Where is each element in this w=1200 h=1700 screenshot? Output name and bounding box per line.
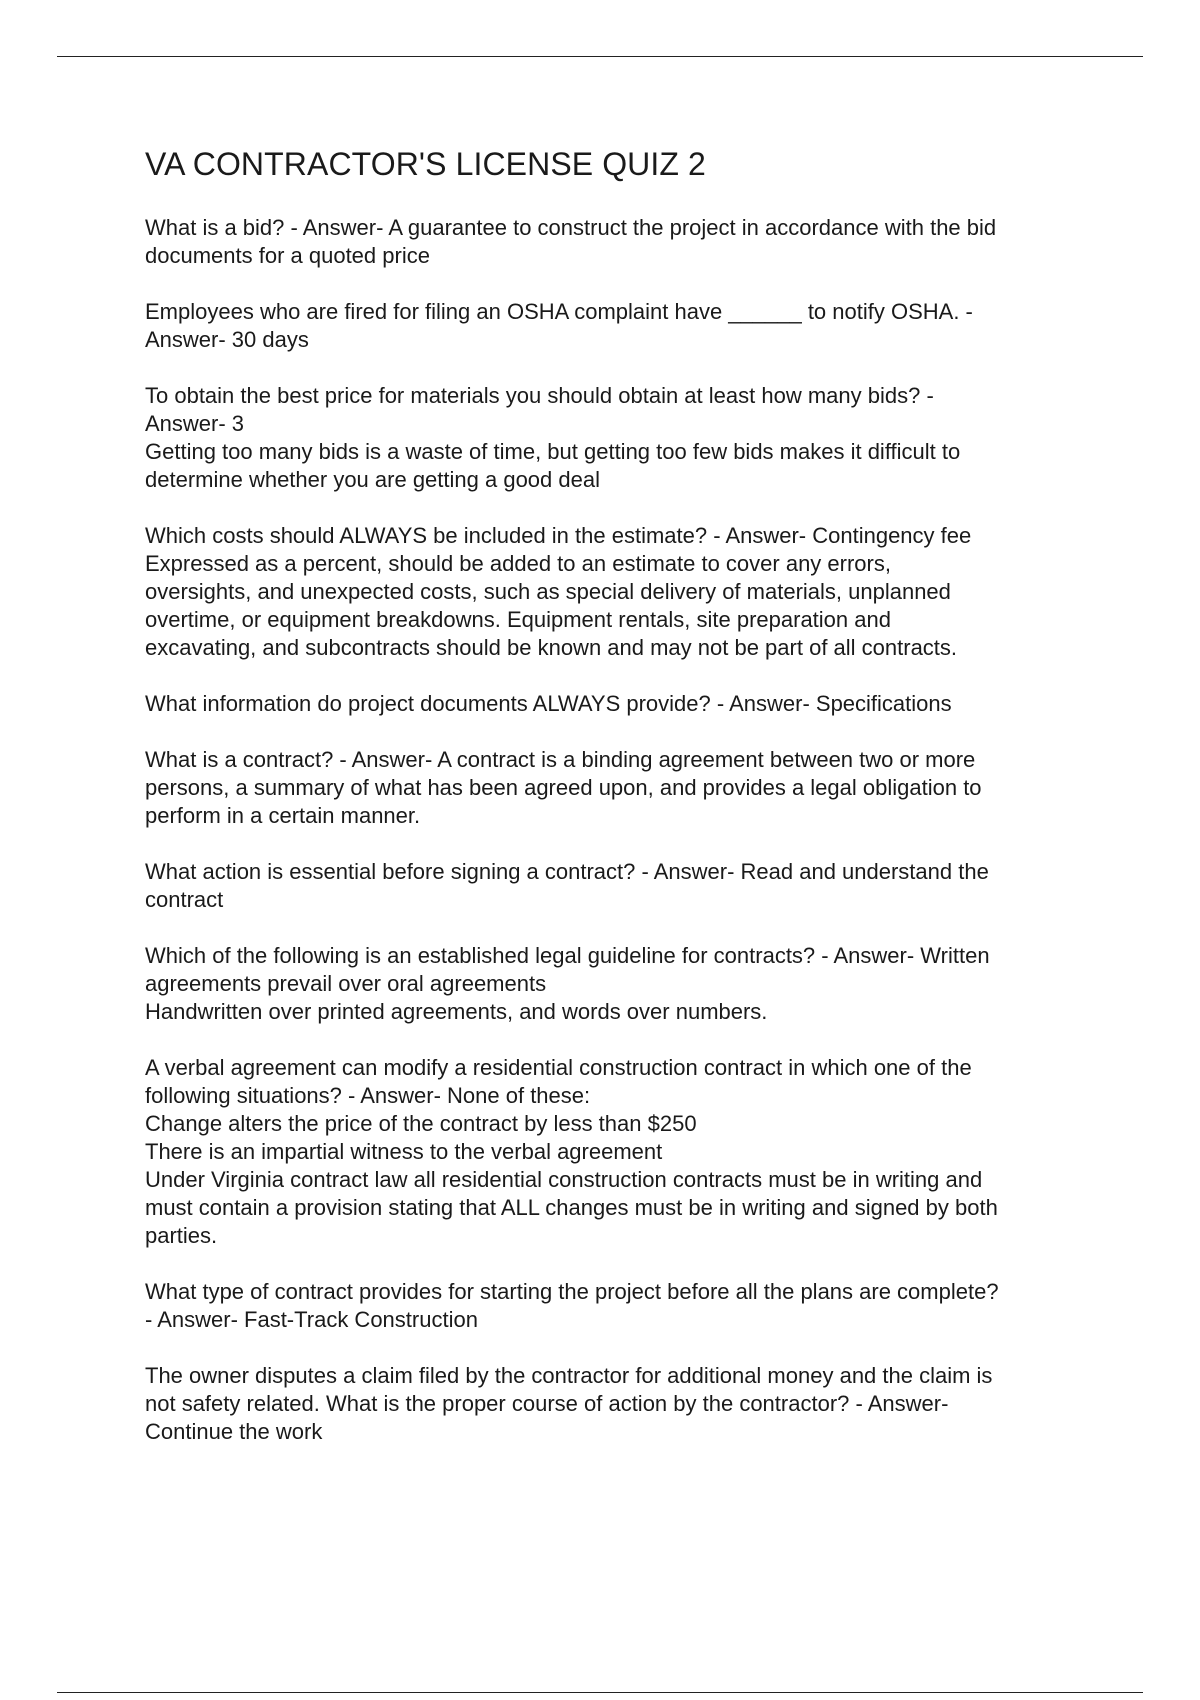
qa-line: What type of contract provides for starting the project before all the plans are complete? xyxy=(145,1279,999,1304)
qa-line: perform in a certain manner. xyxy=(145,803,421,828)
qa-line: Which costs should ALWAYS be included in the estimate? - Answer- Contingency fee xyxy=(145,523,972,548)
qa-line: Change alters the price of the contract by less than $250 xyxy=(145,1111,697,1136)
qa-line: following situations? - Answer- None of these: xyxy=(145,1083,591,1108)
qa-line: excavating, and subcontracts should be known and may not be part of all contracts. xyxy=(145,635,958,660)
qa-line: - Answer- Fast-Track Construction xyxy=(145,1307,478,1332)
qa-line: determine whether you are getting a good deal xyxy=(145,467,600,492)
qa-item xyxy=(145,942,1105,1026)
qa-item xyxy=(145,298,1105,354)
qa-item xyxy=(145,746,1105,830)
qa-line: persons, a summary of what has been agreed upon, and provides a legal obligation to xyxy=(145,775,982,800)
qa-item xyxy=(145,214,1105,270)
qa-line: must contain a provision stating that ALL changes must be in writing and signed by both xyxy=(145,1195,998,1220)
qa-line: parties. xyxy=(145,1223,218,1248)
qa-line: Which of the following is an established legal guideline for contracts? - Answer- Written xyxy=(145,943,990,968)
top-rule xyxy=(57,56,1143,57)
qa-item xyxy=(145,382,1105,494)
document-title: VA CONTRACTOR'S LICENSE QUIZ 2 xyxy=(145,146,706,182)
qa-item xyxy=(145,690,1105,718)
qa-line: A verbal agreement can modify a residential construction contract in which one of the xyxy=(145,1055,972,1080)
qa-item xyxy=(145,1362,1105,1446)
qa-line: Handwritten over printed agreements, and words over numbers. xyxy=(145,999,768,1024)
qa-line: not safety related. What is the proper course of action by the contractor? - Answer- xyxy=(145,1391,949,1416)
qa-line: oversights, and unexpected costs, such as special delivery of materials, unplanned xyxy=(145,579,951,604)
qa-line: contract xyxy=(145,887,224,912)
qa-line: Under Virginia contract law all residential construction contracts must be in writing and xyxy=(145,1167,983,1192)
qa-line: Getting too many bids is a waste of time, but getting too few bids makes it difficult to xyxy=(145,439,961,464)
qa-line: Continue the work xyxy=(145,1419,323,1444)
document-body xyxy=(145,144,1105,1474)
qa-line: There is an impartial witness to the verbal agreement xyxy=(145,1139,663,1164)
qa-line: What information do project documents ALWAYS provide? - Answer- Specifications xyxy=(145,691,952,716)
qa-item xyxy=(145,1054,1105,1250)
qa-item xyxy=(145,858,1105,914)
qa-line: Expressed as a percent, should be added to an estimate to cover any errors, xyxy=(145,551,891,576)
qa-line: agreements prevail over oral agreements xyxy=(145,971,547,996)
qa-line: What is a bid? - Answer- A guarantee to construct the project in accordance with the bid xyxy=(145,215,997,240)
bottom-rule xyxy=(57,1692,1143,1693)
qa-line: What action is essential before signing a contract? - Answer- Read and understand the xyxy=(145,859,989,884)
qa-line: The owner disputes a claim filed by the contractor for additional money and the claim is xyxy=(145,1363,993,1388)
qa-line: To obtain the best price for materials you should obtain at least how many bids? - xyxy=(145,383,934,408)
qa-line: What is a contract? - Answer- A contract is a binding agreement between two or more xyxy=(145,747,976,772)
qa-line: Answer- 3 xyxy=(145,411,245,436)
qa-item xyxy=(145,522,1105,662)
qa-list xyxy=(145,214,1105,1446)
qa-line: Employees who are fired for filing an OSHA complaint have ______ to notify OSHA. - xyxy=(145,299,973,324)
qa-line: documents for a quoted price xyxy=(145,243,430,268)
qa-line: overtime, or equipment breakdowns. Equipment rentals, site preparation and xyxy=(145,607,891,632)
qa-item xyxy=(145,1278,1105,1334)
qa-line: Answer- 30 days xyxy=(145,327,309,352)
